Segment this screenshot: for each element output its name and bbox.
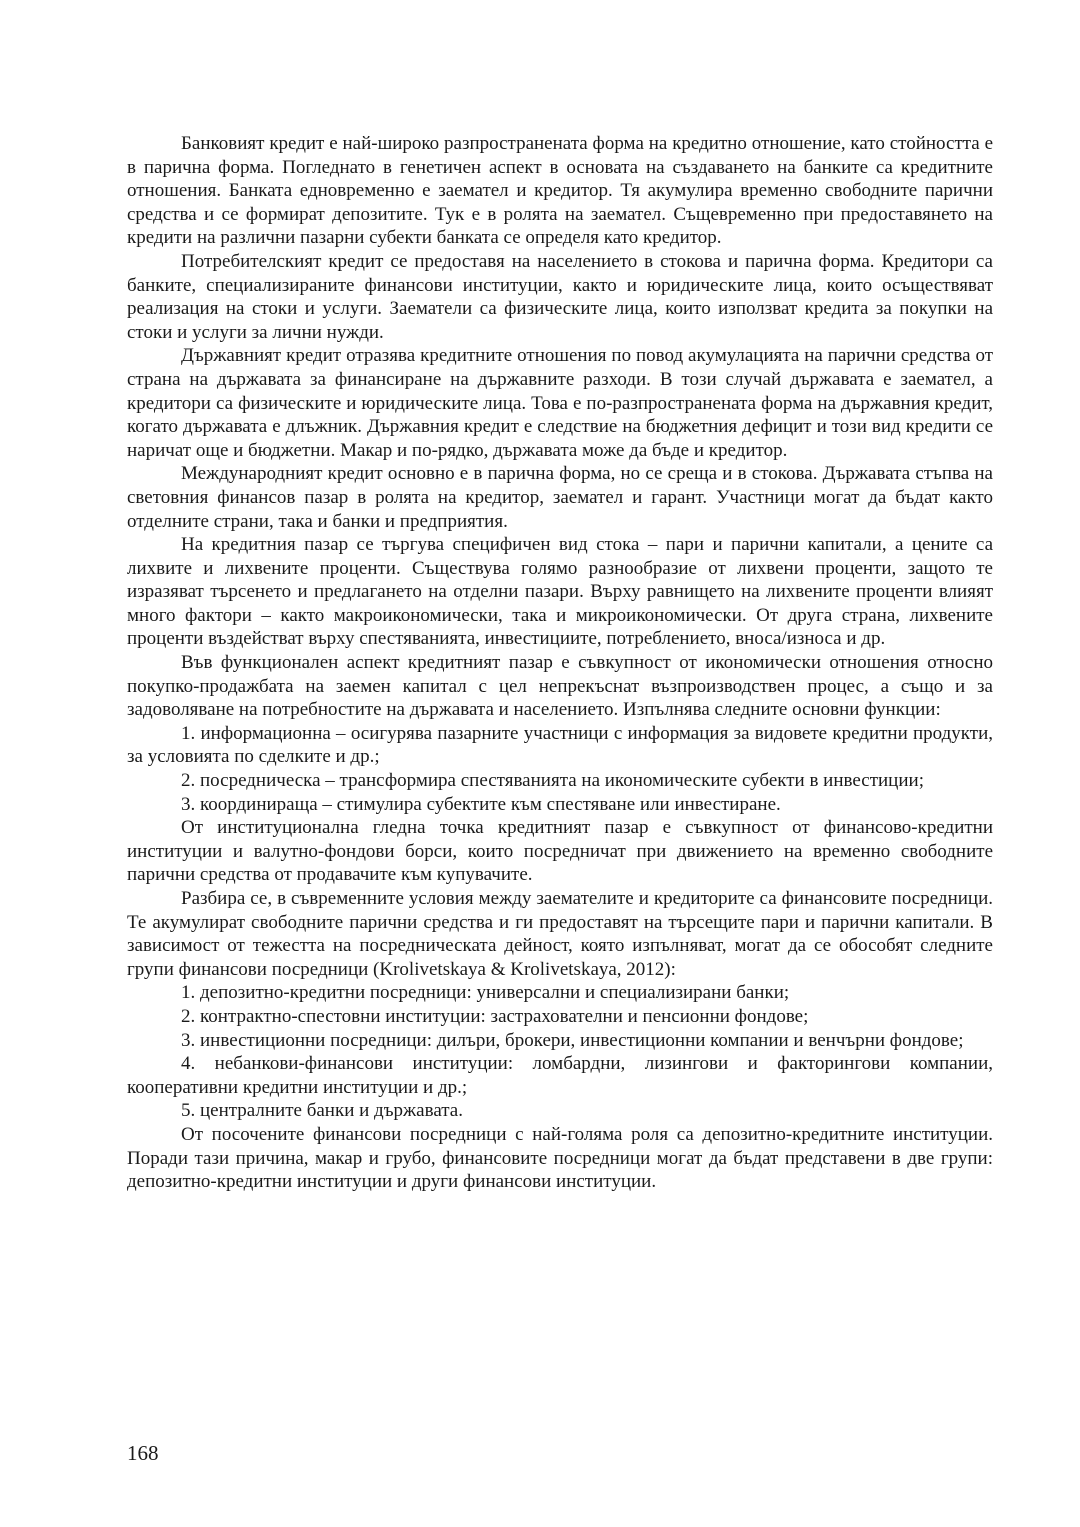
list-item-function-1: 1. информационна – осигурява пазарните участници с информация за видовете кредитни продукти, за условията по сделките и др.; — [127, 722, 993, 768]
paragraph-conclusion: От посочените финансови посредници с най-голяма роля са депозитно-кредитните институции. Поради тази причина, макар и грубо, финансовите посредници могат да бъдат представени в две групи: депозитно-кредитни институции и други финансови институции. — [127, 1123, 993, 1193]
list-item-intermediary-2: 2. контрактно-спестовни институции: застрахователни и пенсионни фондове; — [181, 1005, 809, 1027]
paragraph-international-credit: Международният кредит основно е в парична форма, но се среща и в стокова. Държавата стъпва на световния финансов пазар в ролята на кредитор, заемател и гарант. Участници могат да бъдат както отделните страни, така и банки и предприятия. — [127, 463, 993, 532]
list-item-intermediary-5: 5. централните банки и държавата. — [181, 1100, 463, 1122]
paragraph-bank-credit: Банковият кредит е най-широко разпространената форма на кредитно отношение, като стойността е в парична форма. Погледнато в генетичен аспект в основата на създаването на банките са кредитните отношения. Банката едновременно е заемател и кредитор. Тя акумулира временно свободните парични средства и се формират депозитите. Тук е в ролята на заемател. Същевременно при предоставянето на кредити на различни пазарни субекти банката се определя като кредитор. — [127, 133, 993, 249]
paragraph-institutional-view: От институционална гледна точка кредитният пазар е съвкупност от финансово-кредитни институции и валутно-фондови борси, които посредничат при движението на временно свободните парични средства от продавачите към купувачите. — [127, 817, 993, 886]
list-item-function-2: 2. посредническа – трансформира спестяванията на икономическите субекти в инвестиции; — [181, 770, 924, 792]
list-item-intermediary-1: 1. депозитно-кредитни посредници: универсални и специализирани банки; — [181, 982, 790, 1004]
paragraph-functional-aspect: Във функционален аспект кредитният пазар е съвкупност от икономически отношения относно покупко-продажбата на заемен капитал с цел непрекъснат възпроизводствен процес, а също и за задоволяване на потребностите на държавата и населението. Изпълнява следните основни функции: — [127, 652, 993, 721]
paragraph-financial-intermediaries: Разбира се, в съвременните условия между заемателите и кредиторите са финансовите посредници. Те акумулират свободните парични средства и ги предоставят на търсещите пари и парични капитали. В зависимост от тежестта на посредническата дейност, която изпълняват, могат да се обособят следните групи финансови посредници (Krolivetskaya & Krolivetskaya, 2012): — [127, 888, 993, 980]
list-item-intermediary-4: 4. небанкови-финансови институции: ломбардни, лизингови и факторингови компании, кооперативни кредитни институции и др.; — [127, 1053, 993, 1098]
page-body — [127, 132, 993, 1194]
paragraph-state-credit: Държавният кредит отразява кредитните отношения по повод акумулацията на парични средства от страна на държавата за финансиране на държавните разходи. В този случай държавата е заемател, а кредитори са физическите и юридическите лица. Това е по-разпространената форма на държавния кредит, когато държавата е длъжник. Държавния кредит е следствие на бюджетния дефицит и този вид кредити се наричат още и бюджетни. Макар и по-рядко, държавата може да бъде и кредитор. — [127, 345, 993, 461]
list-item-function-3: 3. координираща – стимулира субектите към спестяване или инвестиране. — [181, 793, 781, 815]
list-item-intermediary-3: 3. инвестиционни посредници: дилъри, брокери, инвестиционни компании и венчърни фондове; — [181, 1029, 964, 1051]
paragraph-consumer-credit: Потребителският кредит се предоставя на населението в стокова и парична форма. Кредитори са банките, специализираните финансови институции, както и юридическите лица, които осъществяват реализация на стоки и услуги. Заематели са физическите лица, които използват кредита за покупки на стоки и услуги за лични нужди. — [127, 250, 993, 343]
paragraph-credit-market: На кредитния пазар се търгува специфичен вид стока – пари и парични капитали, а цените са лихвите и лихвените проценти. Съществува голямо разнообразие от лихвени проценти, защото те изразяват търсенето и предлагането на отделни пазари. Върху равнището на лихвените проценти влияят много фактори – както макроикономически, така и микроикономически. От друга страна, лихвените проценти въздействат върху спестяванията, инвестициите, потреблението, вноса/износа и др. — [127, 534, 993, 650]
page-number: 168 — [127, 1441, 159, 1465]
